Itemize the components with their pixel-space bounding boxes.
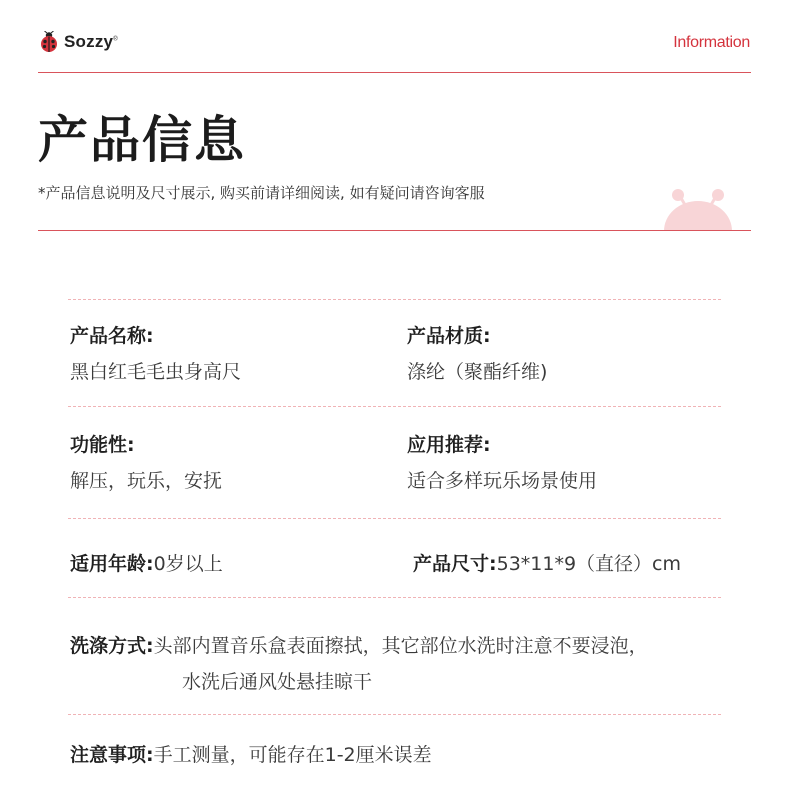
notice-row	[70, 742, 432, 768]
notice-label: 注意事项:	[70, 744, 154, 766]
washing-value-line2: 水洗后通风处悬挂晾干	[182, 671, 373, 693]
product-name-label: 产品名称:	[70, 325, 154, 347]
usage-value: 适合多样玩乐场景使用	[407, 470, 598, 492]
size-value: 53*11*9（直径）cm	[496, 553, 682, 575]
material-value: 涤纶（聚酯纤维)	[407, 361, 548, 383]
washing-value-line1: 头部内置音乐盒表面擦拭，其它部位水洗时注意不要浸泡，	[153, 635, 648, 657]
size-row	[413, 551, 681, 577]
notice-value: 手工测量，可能存在1-2厘米误差	[153, 744, 432, 766]
dashed-divider	[68, 518, 721, 519]
dashed-divider	[68, 406, 721, 407]
washing-label: 洗涤方式:	[70, 635, 154, 657]
registered-mark: ®	[113, 36, 118, 43]
washing-row	[70, 633, 648, 659]
ladybug-mascot-icon	[658, 186, 738, 235]
usage-label: 应用推荐:	[407, 434, 491, 456]
header-divider	[38, 72, 751, 73]
brand-name: Sozzy®	[64, 32, 118, 51]
function-label: 功能性:	[70, 434, 135, 456]
title-divider	[38, 230, 751, 231]
page-subtitle: *产品信息说明及尺寸展示, 购买前请详细阅读, 如有疑问请咨询客服	[38, 184, 485, 202]
dashed-divider	[68, 299, 721, 300]
brand-logo[interactable]	[38, 31, 118, 53]
section-label: Information	[673, 34, 750, 51]
size-label: 产品尺寸:	[413, 553, 497, 575]
dashed-divider	[68, 597, 721, 598]
dashed-divider	[68, 714, 721, 715]
age-value: 0岁以上	[153, 553, 223, 575]
age-label: 适用年龄:	[70, 553, 154, 575]
header	[0, 0, 790, 74]
function-value: 解压，玩乐，安抚	[70, 470, 223, 492]
product-name-value: 黑白红毛毛虫身高尺	[70, 361, 242, 383]
material-label: 产品材质:	[407, 325, 491, 347]
age-row	[70, 551, 223, 577]
page-title: 产品信息	[38, 111, 246, 169]
ladybug-icon	[38, 31, 60, 53]
